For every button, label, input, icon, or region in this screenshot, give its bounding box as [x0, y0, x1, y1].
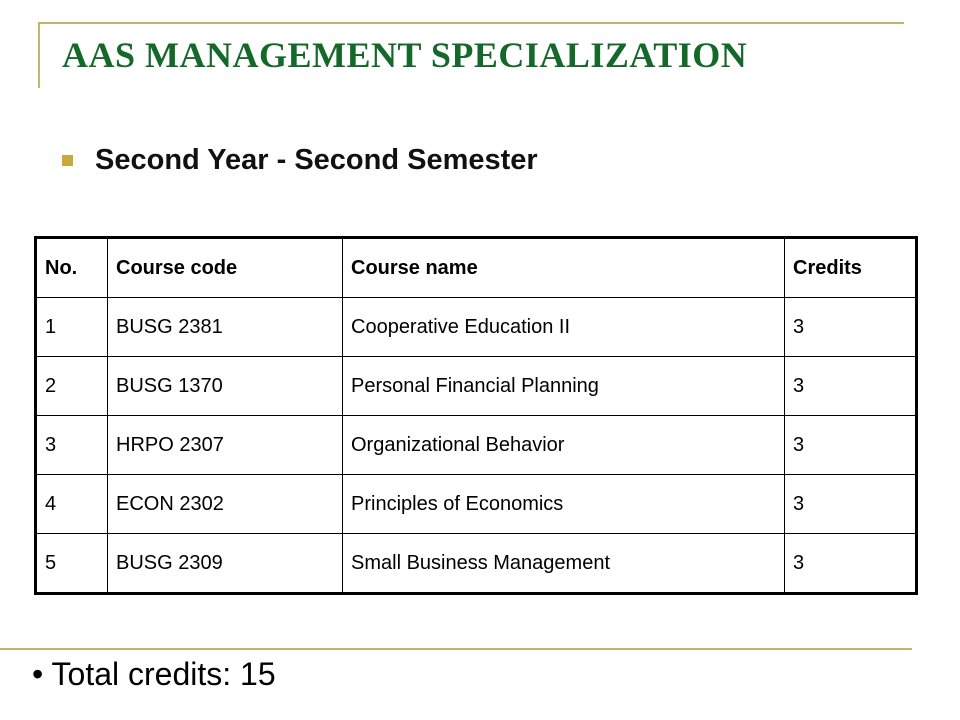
cell-course-code: BUSG 1370 — [108, 357, 343, 416]
cell-number: 2 — [36, 357, 108, 416]
cell-course-name: Principles of Economics — [343, 475, 785, 534]
cell-number: 5 — [36, 534, 108, 594]
cell-course-name: Small Business Management — [343, 534, 785, 594]
top-decorative-rule — [38, 22, 904, 24]
cell-course-name: Cooperative Education II — [343, 298, 785, 357]
table-header-row — [36, 238, 917, 298]
cell-course-code: ECON 2302 — [108, 475, 343, 534]
course-table — [34, 236, 918, 595]
table-row — [36, 298, 917, 357]
cell-credits: 3 — [785, 357, 917, 416]
cell-number: 4 — [36, 475, 108, 534]
table-row — [36, 534, 917, 594]
column-header-course-code: Course code — [108, 238, 343, 298]
cell-credits: 3 — [785, 475, 917, 534]
cell-credits: 3 — [785, 298, 917, 357]
subtitle-bullet-item — [62, 144, 538, 177]
cell-credits: 3 — [785, 416, 917, 475]
bottom-decorative-rule — [0, 648, 912, 650]
bullet-dot-icon: • — [32, 656, 44, 692]
total-credits-item — [32, 656, 276, 693]
slide-subtitle: Second Year - Second Semester — [95, 144, 538, 176]
left-decorative-rule — [38, 22, 40, 88]
table-row — [36, 416, 917, 475]
cell-course-code: BUSG 2309 — [108, 534, 343, 594]
cell-course-code: BUSG 2381 — [108, 298, 343, 357]
column-header-course-name: Course name — [343, 238, 785, 298]
cell-course-name: Organizational Behavior — [343, 416, 785, 475]
table-row — [36, 475, 917, 534]
column-header-credits: Credits — [785, 238, 917, 298]
square-bullet-icon — [62, 155, 73, 166]
table-row — [36, 357, 917, 416]
total-credits-text: Total credits: 15 — [51, 656, 276, 692]
cell-number: 3 — [36, 416, 108, 475]
cell-course-code: HRPO 2307 — [108, 416, 343, 475]
cell-number: 1 — [36, 298, 108, 357]
cell-course-name: Personal Financial Planning — [343, 357, 785, 416]
column-header-number: No. — [36, 238, 108, 298]
slide-title: AAS MANAGEMENT SPECIALIZATION — [62, 35, 748, 75]
cell-credits: 3 — [785, 534, 917, 594]
